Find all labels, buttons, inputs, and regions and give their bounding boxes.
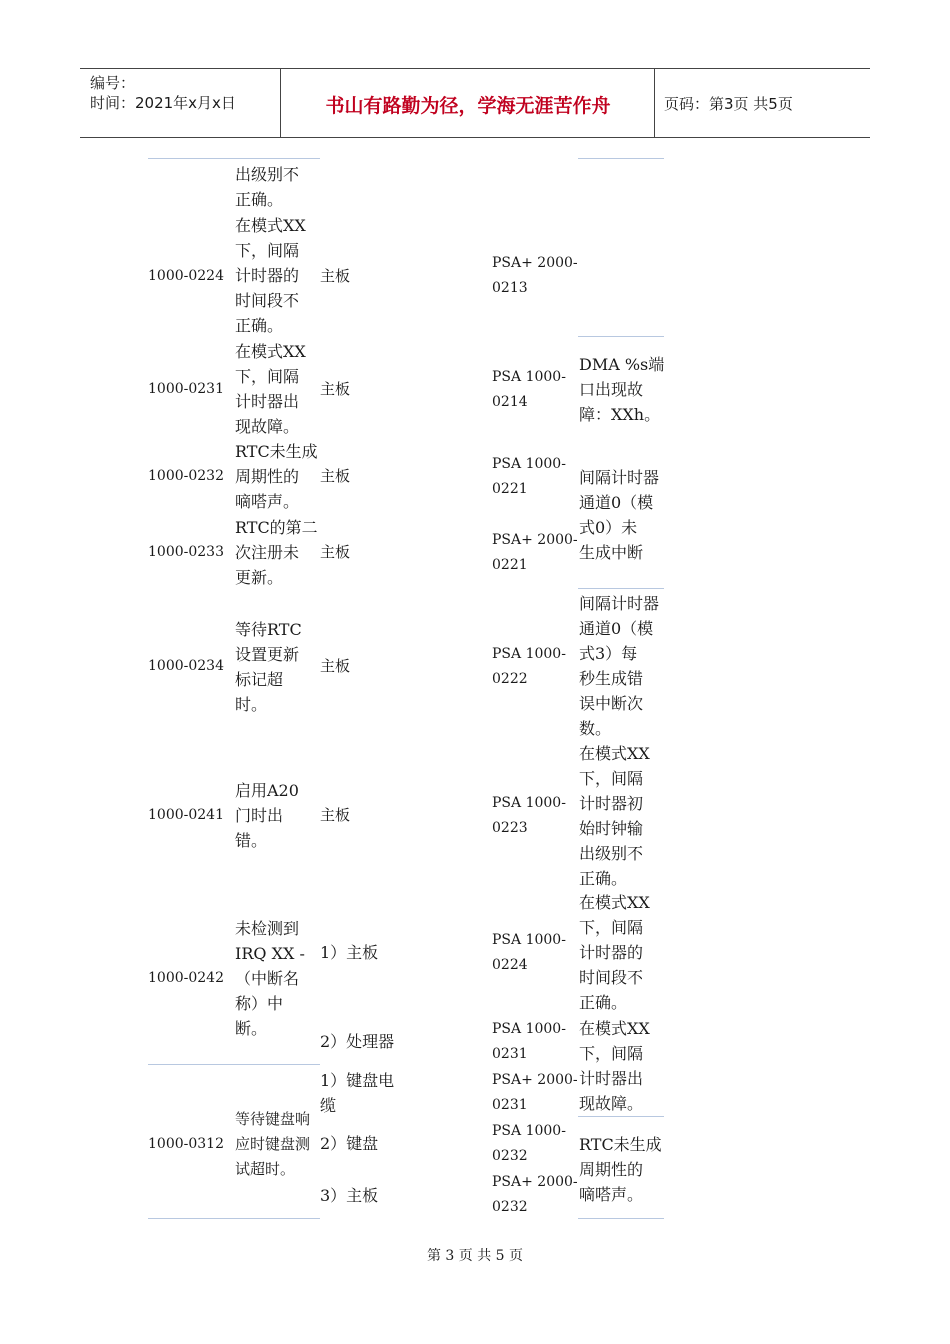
psa-code: PSA 1000- 0224 [492,932,566,973]
component: 主板 [320,806,351,824]
table-rule [578,336,664,337]
component: 主板 [320,267,351,285]
psa-code: PSA 1000- 0221 [492,456,566,497]
table-rule [578,1218,664,1219]
error-code: 1000-0234 [148,658,224,674]
psa-description: 间隔计时器 通道0（模 式3）每 秒生成错 误中断次 数。 [579,594,660,738]
error-description: RTC未生成 周期性的 嘀嗒声。 [235,442,318,511]
error-description: RTC的第二 次注册未 更新。 [235,518,318,587]
table-rule [578,158,664,159]
header-motto: 书山有路勤为径，学海无涯苦作舟 [325,95,611,117]
error-code: 1000-0312 [148,1136,224,1152]
psa-code: PSA+ 2000- 0213 [492,255,578,296]
component: 1）键盘电 缆 [320,1071,395,1115]
left-fragment-desc: 出级别不 正确。 [235,165,300,209]
component: 主板 [320,467,351,485]
error-code: 1000-0232 [148,468,224,484]
psa-description: 在模式XX 下，间隔 计时器初 始时钟输 出级别不 正确。 [579,744,650,888]
header-divider [654,69,655,137]
error-description: 等待键盘响 应时键盘测 试超时。 [235,1110,311,1178]
psa-code: PSA 1000- 0222 [492,646,566,687]
error-description: 等待RTC 设置更新 标记超 时。 [235,620,302,714]
header-divider [280,69,281,137]
psa-code: PSA 1000- 0223 [492,795,566,836]
table-rule [148,1064,320,1065]
table-rule [148,1218,320,1219]
error-description: 在模式XX 下，间隔 计时器出 现故障。 [235,342,306,436]
header-meta [90,73,236,113]
doc-time-label: 时间：2021年x月x日 [90,94,236,112]
psa-code: PSA 1000- 0232 [492,1123,566,1164]
error-description: 启用A20 门时出 错。 [235,781,299,850]
psa-code: PSA+ 2000- 0221 [492,532,578,573]
error-description: 未检测到 IRQ XX - （中断名 称）中 断。 [235,919,305,1038]
page-footer: 第 3 页 共 5 页 [426,1248,524,1264]
table-rule [578,588,664,589]
component: 主板 [320,380,351,398]
psa-code: PSA 1000- 0214 [492,369,566,410]
header-page-info: 页码：第3页 共5页 [664,95,793,113]
psa-description: 间隔计时器 通道0（模 式0）未 生成中断 [579,468,660,562]
table-rule [148,158,320,159]
component: 3）主板 [320,1186,379,1205]
table-rule [578,1116,664,1117]
error-code: 1000-0241 [148,807,224,823]
error-description: 在模式XX 下，间隔 计时器的 时间段不 正确。 [235,216,306,335]
doc-number-label: 编号： [90,74,136,92]
psa-code: PSA 1000- 0231 [492,1021,566,1062]
component: 主板 [320,543,351,561]
component: 2）键盘 [320,1134,379,1153]
psa-description: 在模式XX 下，间隔 计时器的 时间段不 正确。 [579,893,650,1012]
error-code: 1000-0231 [148,381,224,397]
component: 2）处理器 [320,1032,395,1051]
error-code: 1000-0224 [148,268,224,284]
error-code: 1000-0242 [148,970,224,986]
psa-code: PSA+ 2000- 0231 [492,1072,578,1113]
psa-description: 在模式XX 下，间隔 计时器出 现故障。 [579,1019,650,1113]
component: 主板 [320,657,351,675]
psa-description: RTC未生成 周期性的 嘀嗒声。 [579,1135,662,1204]
page-header [80,68,870,138]
psa-code: PSA+ 2000- 0232 [492,1174,578,1215]
component: 1）主板 [320,943,379,962]
psa-description: DMA %s端 口出现故 障：XXh。 [579,355,665,424]
error-code: 1000-0233 [148,544,224,560]
